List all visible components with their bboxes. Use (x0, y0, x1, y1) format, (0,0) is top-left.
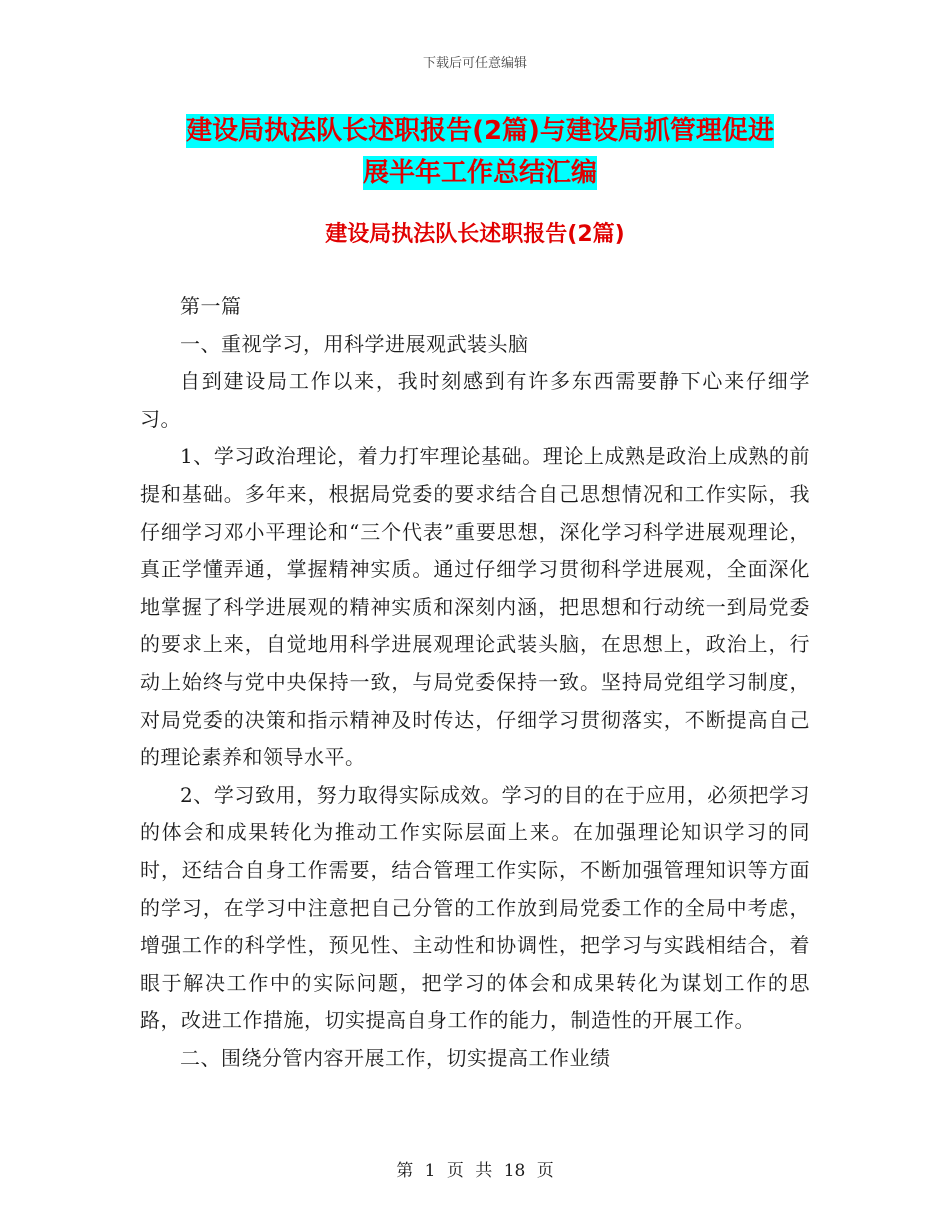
paragraph-intro: 自到建设局工作以来，我时刻感到有许多东西需要静下心来仔细学习。 (140, 369, 810, 431)
paragraph-point-2: 2、学习致用，努力取得实际成效。学习的目的在于应用，必须把学习的体会和成果转化为推动工作实际层面上来。在加强理论知识学习的同时，还结合自身工作需要，结合管理工作实际，不断加强管理知识等方面的学习，在学习中注意把自己分管的工作放到局党委工作的全局中考虑，增强工作的科学性，预见性、主动性和协调性，把学习与实践相结合，着眼于解决工作中的实际问题，把学习的体会和成果转化为谋划工作的思路，改进工作措施，切实提高自身工作的能力，制造性的开展工作。 (140, 782, 810, 1033)
paragraph-heading-2: 二、围绕分管内容开展工作，切实提高工作业绩 (180, 1045, 611, 1070)
paragraph-part-label: 第一篇 (180, 294, 242, 318)
page-footer: 第 1 页 共 18 页 (396, 1161, 554, 1181)
section-title: 建设局执法队长述职报告(2篇) (325, 222, 625, 247)
paragraph-heading-1: 一、重视学习，用科学进展观武装头脑 (180, 331, 529, 356)
title-line-2-text: 展半年工作总结汇编 (362, 158, 597, 188)
header-note: 下载后可任意编辑 (422, 56, 527, 71)
document-body (140, 288, 810, 1077)
document-title-line-2 (110, 145, 850, 201)
paragraph-point-1: 1、学习政治理论，着力打牢理论基础。理论上成熟是政治上成熟的前提和基础。多年来，根据局党委的要求结合自己思想情况和工作实际，我仔细学习邓小平理论和“三个代表”重要思想，深化学习科学进展观理论，真正学懂弄通，掌握精神实质。通过仔细学习贯彻科学进展观，全面深化地掌握了科学进展观的精神实质和深刻内涵，把思想和行动统一到局党委的要求上来，自觉地用科学进展观理论武装头脑，在思想上，政治上，行动上始终与党中央保持一致，与局党委保持一致。坚持局党组学习制度，对局党委的决策和指示精神及时传达，仔细学习贯彻落实，不断提高自己的理论素养和领导水平。 (140, 444, 810, 770)
title-line-1-text: 建设局执法队长述职报告(2篇)与建设局抓管理促进 (186, 116, 774, 146)
